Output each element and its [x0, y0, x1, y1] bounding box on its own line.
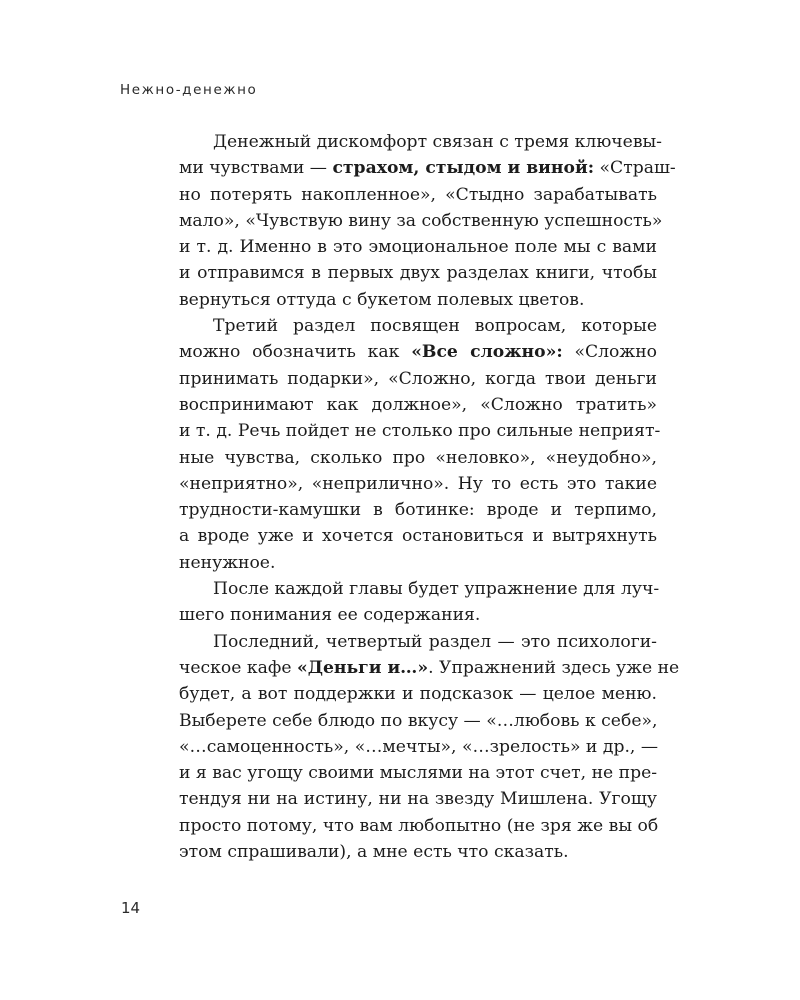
text-run: трудности-камушки в ботинке: вроде и терпимо,: [179, 500, 657, 521]
text-run: «…самоценность», «…мечты», «…зрелость» и др., —: [179, 736, 659, 757]
text-run: ные чувства, сколько про «неловко», «неудобно»,: [179, 447, 657, 468]
text-run: «Страш-: [594, 158, 676, 179]
text-line: [179, 497, 657, 523]
text-run: тендуя ни на истину, ни на звезду Мишлена. Угощу: [179, 789, 657, 810]
text-line: [179, 208, 663, 234]
text-run: этом спрашивали), а мне есть что сказать.: [179, 842, 569, 863]
page-number: 14: [121, 899, 141, 917]
text-run: и т. д. Именно в это эмоциональное поле мы с вами: [179, 237, 657, 258]
text-line: [179, 734, 657, 760]
text-line: [179, 182, 657, 208]
text-line: [179, 708, 657, 734]
text-run: и т. д. Речь пойдет не столько про сильные неприят-: [179, 421, 661, 442]
text-line: [179, 339, 657, 365]
text-run: шего понимания ее содержания.: [179, 605, 481, 626]
text-run: Денежный дискомфорт связан с тремя ключевы-: [213, 132, 662, 152]
text-line: [179, 523, 657, 549]
text-run: ми чувствами —: [179, 158, 333, 179]
text-run: мало», «Чувствую вину за собственную успешность»: [179, 210, 663, 231]
paragraph: [179, 576, 660, 629]
text-run: Последний, четвертый раздел — это психологи-: [213, 631, 657, 652]
text-line: [179, 287, 657, 313]
text-line: [179, 392, 657, 418]
text-run: и я вас угощу своими мыслями на этот счет, не пре-: [179, 763, 658, 784]
body-text: [179, 129, 680, 865]
text-run: принимать подарки», «Сложно, когда твои деньги: [179, 368, 657, 389]
text-line: [179, 629, 657, 655]
text-run: ческое кафе: [179, 657, 297, 678]
text-line: [179, 234, 657, 260]
text-run: просто потому, что вам любопытно (не зря же вы об: [179, 815, 659, 836]
text-run: и отправимся в первых двух разделах книги, чтобы: [179, 263, 657, 284]
text-line: [179, 418, 661, 444]
text-line: [179, 260, 657, 286]
text-run: Выберете себе блюдо по вкусу — «…любовь к себе»,: [179, 710, 658, 731]
text-line: [179, 445, 657, 471]
text-line: [179, 550, 657, 576]
paragraph: [179, 629, 680, 866]
paragraph: [179, 313, 661, 576]
text-line: [179, 813, 657, 839]
text-line: [179, 655, 680, 681]
text-run: вернуться оттуда с букетом полевых цветов.: [179, 289, 585, 310]
running-header: Нежно-денежно: [120, 82, 258, 98]
text-run: а вроде уже и хочется остановиться и вытряхнуть: [179, 526, 657, 547]
text-run: Третий раздел посвящен вопросам, которые: [213, 316, 657, 337]
text-line: [179, 681, 657, 707]
text-line: [179, 129, 662, 155]
text-run: ненужное.: [179, 552, 276, 573]
text-line: [179, 760, 657, 786]
text-line: [179, 366, 657, 392]
text-run: «неприятно», «неприлично». Ну то есть это такие: [179, 473, 657, 494]
bold-text-run: «Все сложно»:: [411, 342, 563, 363]
text-run: После каждой главы будет упражнение для луч-: [213, 579, 660, 600]
text-line: [179, 471, 657, 497]
text-line: [179, 602, 657, 628]
text-line: [179, 786, 657, 812]
text-line: [179, 576, 660, 602]
text-line: [179, 155, 676, 181]
text-run: «Сложно: [562, 342, 658, 363]
text-run: . Упражнений здесь уже не: [428, 657, 680, 678]
bold-text-run: страхом, стыдом и виной:: [332, 158, 595, 179]
text-run: можно обозначить как: [179, 342, 412, 363]
text-run: воспринимают как должное», «Сложно тратить»: [179, 394, 657, 415]
text-run: но потерять накопленное», «Стыдно зарабатывать: [179, 184, 657, 205]
text-line: [179, 839, 657, 865]
text-run: будет, а вот поддержки и подсказок — целое меню.: [179, 684, 657, 705]
paragraph: [179, 129, 676, 313]
text-line: [179, 313, 657, 339]
bold-text-run: «Деньги и…»: [296, 657, 429, 678]
